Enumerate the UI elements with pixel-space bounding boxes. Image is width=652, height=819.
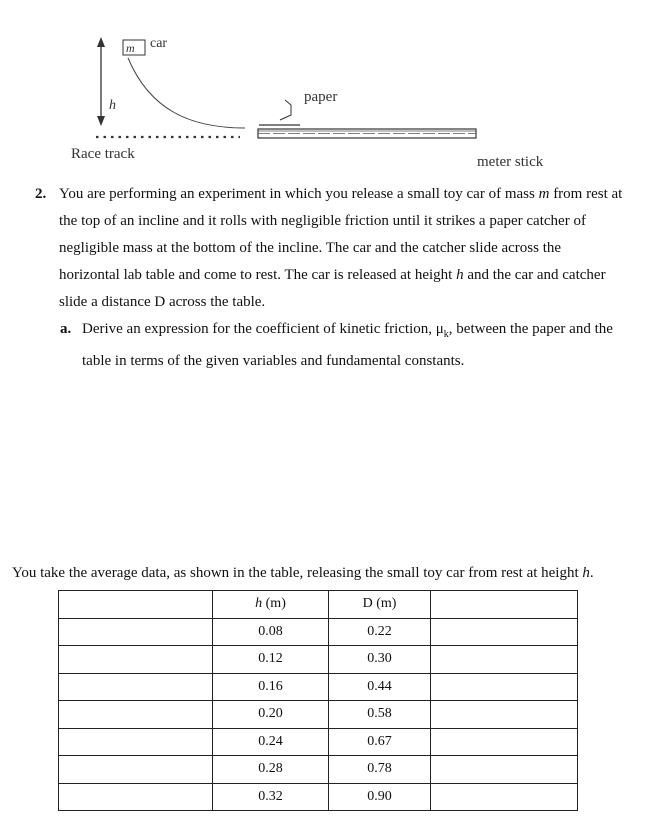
part-a-label: a. [60, 321, 72, 337]
cell-d-value: 0.58 [329, 701, 431, 729]
cell-d-value: 0.30 [329, 646, 431, 674]
table-row [59, 756, 578, 784]
problem-statement [35, 181, 625, 316]
cell-h-value: 0.24 [213, 728, 329, 756]
empty-cell [59, 646, 213, 674]
experiment-diagram [0, 0, 652, 175]
empty-cell [431, 728, 578, 756]
meter-stick-label: meter stick [477, 154, 544, 170]
table-row [59, 728, 578, 756]
cell-h-value: 0.20 [213, 701, 329, 729]
cell-h-value: 0.28 [213, 756, 329, 784]
car-label: car [150, 36, 168, 51]
data-table [58, 590, 578, 811]
empty-cell [59, 591, 213, 619]
empty-cell [59, 673, 213, 701]
cell-h-value: 0.08 [213, 618, 329, 646]
paper-label: paper [304, 89, 338, 105]
cell-d-value: 0.44 [329, 673, 431, 701]
part-a-text: Derive an expression for the coefficient of kinetic friction, $\mu_k$, between the paper and the table in terms of the given variables and fundamental constants. [82, 321, 613, 369]
cell-d-value: 0.22 [329, 618, 431, 646]
table-row [59, 618, 578, 646]
cell-d-value: 0.78 [329, 756, 431, 784]
height-label: h [109, 98, 116, 113]
problem-number: 2. [35, 186, 47, 202]
incline-track [128, 58, 245, 128]
height-arrow [97, 37, 105, 126]
empty-cell [431, 783, 578, 811]
empty-cell [431, 618, 578, 646]
empty-cell [59, 756, 213, 784]
empty-cell [431, 701, 578, 729]
cell-h-value: 0.32 [213, 783, 329, 811]
table-header-row [59, 591, 578, 619]
header-h: h (m) [213, 591, 329, 619]
meter-stick [258, 129, 476, 138]
paper-pointer [280, 100, 291, 120]
cell-d-value: 0.90 [329, 783, 431, 811]
empty-cell [431, 673, 578, 701]
empty-cell [59, 728, 213, 756]
table-row [59, 673, 578, 701]
problem-text: You are performing an experiment in which you release a small toy car of mass m from rest at the top of an incline and it rolls with negligible friction until it strikes a paper catcher of negligible mass at the bottom of the incline. The car and the catcher slide across the horizontal lab table and come to rest. The car is released at height h and the car and catcher slide a distance D across the table. [59, 186, 623, 310]
empty-cell [431, 591, 578, 619]
empty-cell [59, 701, 213, 729]
table-row [59, 646, 578, 674]
empty-cell [59, 783, 213, 811]
table-row [59, 701, 578, 729]
empty-cell [431, 756, 578, 784]
mass-label: m [126, 41, 135, 55]
cell-h-value: 0.12 [213, 646, 329, 674]
empty-cell [59, 618, 213, 646]
cell-h-value: 0.16 [213, 673, 329, 701]
table-intro-text: You take the average data, as shown in the table, releasing the small toy car from rest at height h. [12, 565, 594, 581]
part-a [60, 316, 625, 375]
table-row [59, 783, 578, 811]
race-track-label: Race track [71, 146, 135, 162]
empty-cell [431, 646, 578, 674]
header-d: D (m) [329, 591, 431, 619]
cell-d-value: 0.67 [329, 728, 431, 756]
table-body [59, 618, 578, 811]
